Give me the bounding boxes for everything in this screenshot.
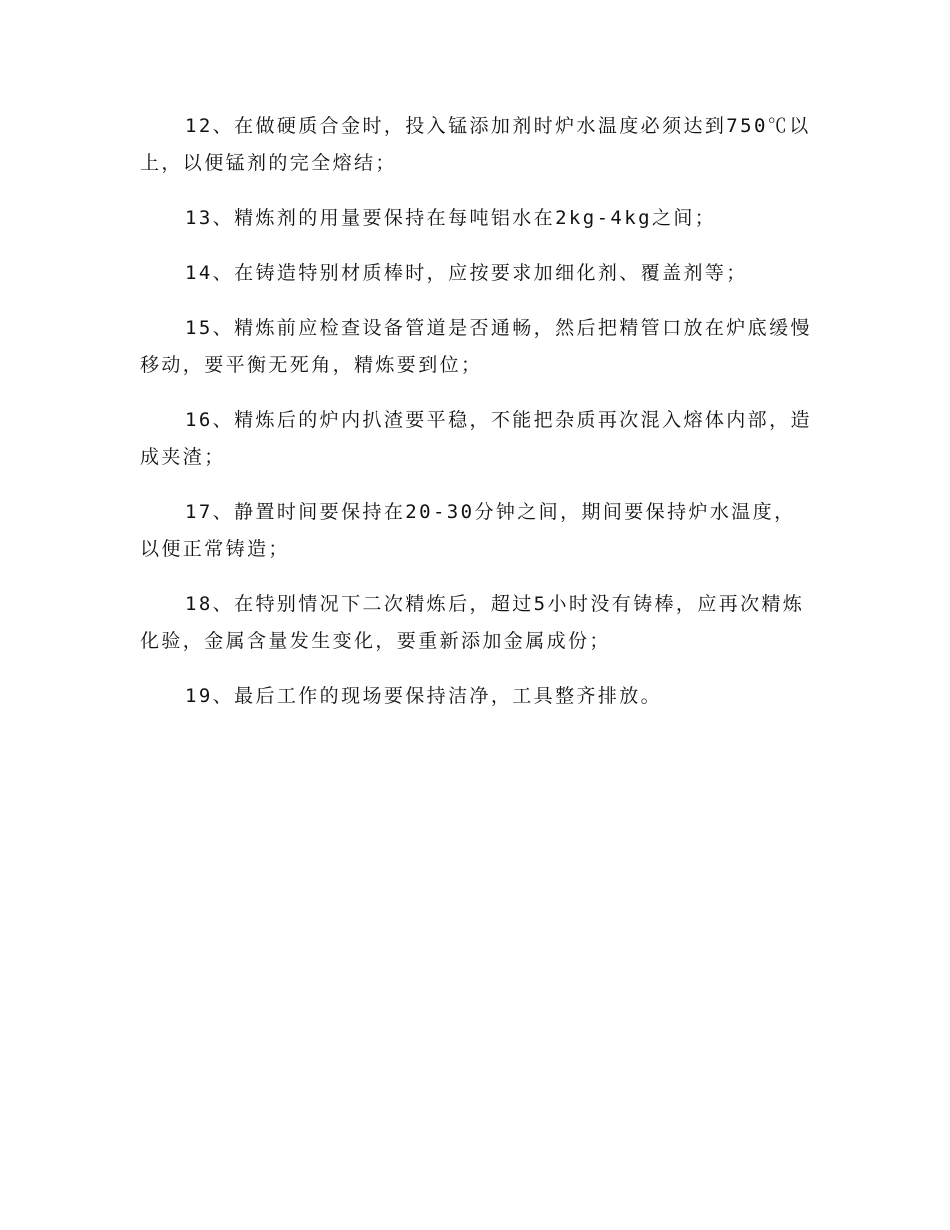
paragraph-14: 14、在铸造特别材质棒时，应按要求加细化剂、覆盖剂等； (185, 262, 748, 284)
paragraph-18: 18、在特别情况下二次精炼后，超过5小时没有铸棒，应再次精炼化验，金属含量发生变化，要重新添加金属成份； (140, 593, 805, 652)
paragraph-16: 16、精炼后的炉内扒渣要平稳，不能把杂质再次混入熔体内部，造成夹渣； (140, 409, 812, 468)
document-body (140, 108, 812, 733)
paragraph-15: 15、精炼前应检查设备管道是否通畅，然后把精管口放在炉底缓慢移动，要平衡无死角，精炼要到位； (140, 317, 812, 376)
paragraph-17: 17、静置时间要保持在20-30分钟之间，期间要保持炉水温度，以便正常铸造； (140, 501, 796, 560)
paragraph-13: 13、精炼剂的用量要保持在每吨铝水在2kg-4kg之间； (185, 207, 717, 229)
paragraph-19: 19、最后工作的现场要保持洁净，工具整齐排放。 (185, 685, 663, 707)
paragraph-12: 12、在做硬质合金时，投入锰添加剂时炉水温度必须达到750℃以上，以便锰剂的完全熔结； (140, 115, 811, 174)
